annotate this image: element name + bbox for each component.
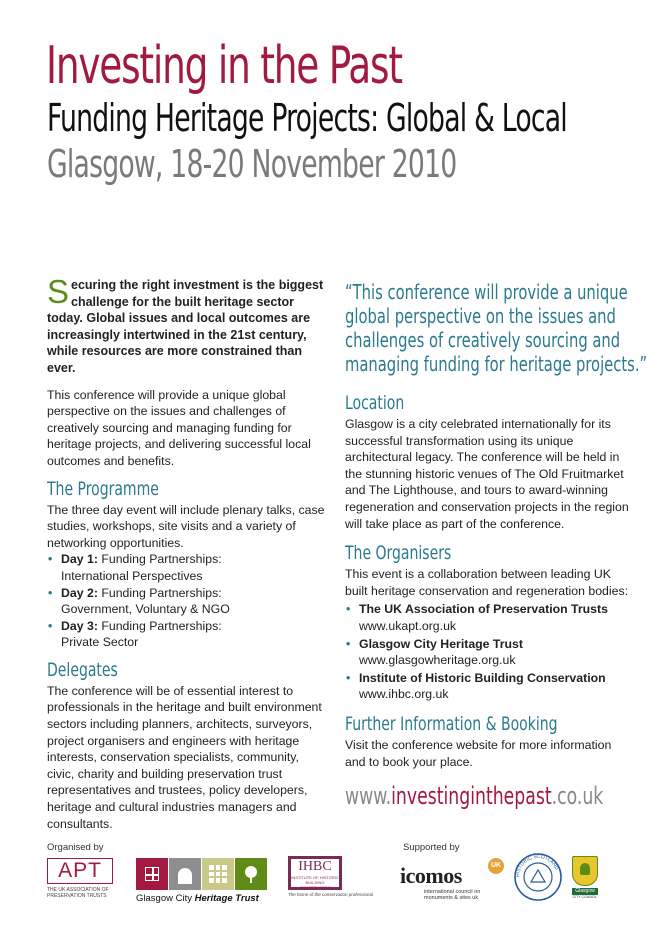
gcht-tree-icon	[235, 858, 267, 890]
bullet-icon: •	[48, 618, 53, 633]
bullet-icon: •	[346, 602, 351, 617]
organised-by-label: Organised by	[47, 842, 104, 853]
bullet-icon: •	[346, 636, 351, 651]
gcht-window-icon	[136, 858, 168, 890]
page-title: Investing in the Past	[46, 36, 402, 96]
further-text: Visit the conference website for more information and to book your place.	[345, 737, 612, 769]
list-item: • Day 2: Funding Partnerships: Government, Voluntary & NGO	[48, 585, 230, 617]
organisers-list	[345, 601, 630, 703]
gcht-grid-icon	[202, 858, 234, 890]
organiser-url[interactable]: www.glasgowheritage.org.uk	[359, 653, 516, 668]
organisers-heading: The Organisers	[345, 542, 452, 565]
right-column	[345, 280, 648, 811]
website-link[interactable]: www.investinginthepast.co.uk	[345, 782, 604, 811]
intro-statement	[47, 273, 327, 377]
drop-cap: S	[47, 273, 70, 310]
bullet-icon: •	[346, 670, 351, 685]
further-heading: Further Information & Booking	[345, 712, 558, 735]
bullet-icon: •	[48, 585, 53, 600]
intro-paragraph: This conference will provide a unique global perspective on the issues and challenges of creatively sourcing and managing funding for heritage projects, and delivering successful local outcomes and benefits.	[47, 387, 311, 468]
location-text: Glasgow is a city celebrated internationally for its successful transformation using its unique architectural legacy. The conference will be held in the stunning historic venues of The Old Fruitmarket and The Lighthouse, and tours to award-winning regeneration and conservation projects in the region will take place as part of the conference.	[345, 417, 629, 531]
intro-text: ecuring the right investment is the biggest challenge for the built heritage sector today. Global issues and local outcomes are increasingly intertwined in the 21st century, while resources are more constrained than ever.	[47, 278, 324, 375]
crest-icon	[572, 856, 598, 886]
programme-text: The three day event will include plenary talks, case studies, workshops, site visits and a variety of networking opportunities.	[47, 502, 325, 550]
organiser-url[interactable]: www.ihbc.org.uk	[359, 687, 449, 702]
organiser-url[interactable]: www.ukapt.org.uk	[359, 618, 457, 633]
ihbc-logo: IHBC INSTITUTE OF HISTORIC BUILDING CONSERVATION The home of the conservation professional	[288, 856, 350, 902]
organisers-text: This event is a collaboration between leading UK built heritage conservation and regeneration bodies:	[345, 567, 629, 598]
bullet-icon: •	[48, 552, 53, 567]
icomos-uk-badge: UK	[488, 858, 504, 874]
gcht-logo: Glasgow City Heritage Trust	[136, 858, 270, 904]
page-subtitle: Funding Heritage Projects: Global & Local	[47, 96, 567, 140]
svg-text:HISTORIC SCOTLAND: HISTORIC SCOTLAND	[514, 853, 560, 878]
list-item: • Glasgow City Heritage Trust www.glasgowheritage.org.uk	[346, 636, 523, 668]
list-item: • Day 1: Funding Partnerships: International Perspectives	[48, 552, 222, 583]
list-item: • Day 3: Funding Partnerships: Private Sector	[48, 618, 222, 650]
pull-quote: “This conference will provide a unique global perspective on the issues and challenges of creatively sourcing and managing funding for heritage projects.”	[345, 280, 648, 376]
delegates-heading: Delegates	[47, 658, 118, 681]
venue-date: Glasgow, 18-20 November 2010	[47, 142, 457, 186]
left-column	[47, 273, 327, 832]
historic-scotland-seal-icon	[513, 852, 563, 902]
programme-days	[47, 551, 327, 651]
supported-by-label: Supported by	[403, 842, 460, 853]
glasgow-council-logo: Glasgow CITY COUNCIL	[572, 856, 602, 904]
list-item: • Institute of Historic Building Conservation www.ihbc.org.uk	[346, 670, 606, 702]
icomos-logo: UK icomos international council on monuments & sites uk	[400, 858, 508, 904]
gcht-arch-icon	[169, 858, 201, 890]
list-item: • The UK Association of Preservation Trusts www.ukapt.org.uk	[346, 602, 608, 633]
delegates-text: The conference will be of essential interest to professionals in the heritage and built environment sectors including planners, architects, surveyors, project organisers and engineers with heritage interests, conservation specialists, community, civic, charity and building preservation trust representatives and trustees, policy developers, heritage and cultural industries managers and consultants.	[47, 683, 322, 831]
historic-scotland-logo	[513, 852, 563, 902]
location-heading: Location	[345, 392, 405, 414]
apt-logo: APT THE UK ASSOCIATION OF PRESERVATION TRUSTS	[47, 858, 115, 900]
programme-heading: The Programme	[47, 477, 159, 500]
